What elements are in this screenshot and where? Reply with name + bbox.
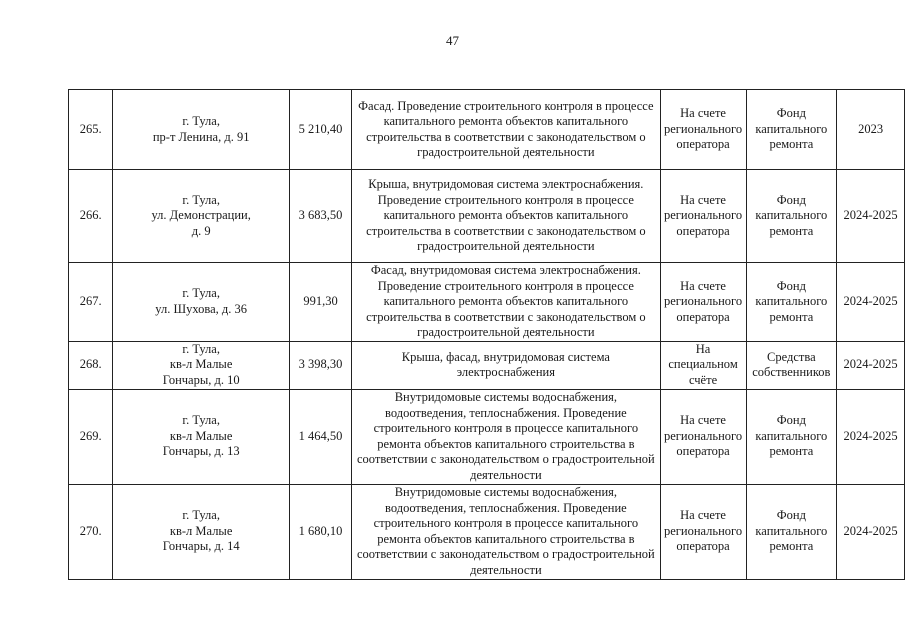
row-number: 267. xyxy=(69,263,113,342)
table-row xyxy=(69,170,905,263)
fund-line: капитального xyxy=(755,294,828,308)
address-line: д. 9 xyxy=(191,223,211,238)
years-cell: 2024-2025 xyxy=(837,170,905,263)
account-line: На счете xyxy=(680,508,726,523)
address-line: г. Тула, xyxy=(182,192,220,207)
row-number: 268. xyxy=(69,341,113,389)
address-cell xyxy=(113,170,290,263)
row-number: 266. xyxy=(69,170,113,263)
fund-line: Фонд xyxy=(776,192,806,207)
fund-line: Фонд xyxy=(776,278,806,293)
fund-line: ремонта xyxy=(769,309,814,324)
area-cell: 991,30 xyxy=(289,263,351,342)
account-line: На счете xyxy=(680,106,726,121)
funding-source-cell xyxy=(746,263,837,342)
account-line: На xyxy=(695,341,711,356)
fund-line: собственников xyxy=(752,365,831,379)
years-cell: 2024-2025 xyxy=(837,389,905,484)
work-description-cell: Крыша, фасад, внутридомовая система электроснабжения xyxy=(352,341,661,389)
area-cell: 1 464,50 xyxy=(289,389,351,484)
fund-line: ремонта xyxy=(769,444,814,459)
area-cell: 1 680,10 xyxy=(289,484,351,579)
fund-line: ремонта xyxy=(769,223,814,238)
repair-schedule-table xyxy=(68,89,905,580)
account-cell xyxy=(660,170,746,263)
fund-line: ремонта xyxy=(769,539,814,554)
funding-source-cell xyxy=(746,170,837,263)
account-line: На счете xyxy=(680,278,726,293)
work-description-cell: Фасад. Проведение строительного контроля в процессе капитального ремонта объектов капитального строительства в соответствии с законодательством о градостроительной деятельности xyxy=(352,90,661,170)
address-line: г. Тула, xyxy=(182,413,220,428)
table-row xyxy=(69,484,905,579)
address-line: кв-л Малые xyxy=(169,523,233,538)
account-line: оператора xyxy=(676,444,730,459)
account-line: На счете xyxy=(680,192,726,207)
fund-line: Фонд xyxy=(776,413,806,428)
address-line: г. Тула, xyxy=(182,341,220,356)
funding-source-cell xyxy=(746,484,837,579)
area-cell: 5 210,40 xyxy=(289,90,351,170)
address-line: кв-л Малые xyxy=(169,357,233,372)
years-cell: 2024-2025 xyxy=(837,484,905,579)
funding-source-cell xyxy=(746,389,837,484)
table-row xyxy=(69,389,905,484)
account-cell xyxy=(660,484,746,579)
fund-line: капитального xyxy=(755,428,828,443)
row-number: 269. xyxy=(69,389,113,484)
fund-line: капитального xyxy=(755,523,828,538)
fund-line: Средства xyxy=(767,349,816,364)
address-line: г. Тула, xyxy=(182,286,220,301)
account-cell xyxy=(660,90,746,170)
work-description-cell: Крыша, внутридомовая система электроснабжения. Проведение строительного контроля в процессе капитального ремонта объектов капитального строительства в соответствии с законодательством о градостроительной деятельности xyxy=(352,170,661,263)
years-cell: 2024-2025 xyxy=(837,263,905,342)
address-cell xyxy=(113,484,290,579)
fund-line: капитального xyxy=(755,121,828,136)
table-row xyxy=(69,90,905,170)
account-line: регионального xyxy=(663,294,743,308)
address-cell xyxy=(113,341,290,389)
years-cell: 2024-2025 xyxy=(837,341,905,389)
fund-line: ремонта xyxy=(769,137,814,152)
address-cell xyxy=(113,263,290,342)
page-number: 47 xyxy=(446,33,459,48)
account-line: счёте xyxy=(688,372,718,387)
account-line: регионального xyxy=(663,121,743,136)
address-line: Гончары, д. 13 xyxy=(162,444,240,459)
table-row xyxy=(69,263,905,342)
account-line: оператора xyxy=(676,137,730,152)
work-description-cell: Внутридомовые системы водоснабжения, водоотведения, теплоснабжения. Проведение строительного контроля в процессе капитального ремонта объектов капитального строительства в соответствии с законодательством о градостроительной деятельности xyxy=(352,389,661,484)
funding-source-cell xyxy=(746,341,837,389)
address-cell xyxy=(113,90,290,170)
account-cell xyxy=(660,263,746,342)
account-cell xyxy=(660,389,746,484)
address-line: ул. Демонстрации, xyxy=(151,208,251,223)
address-line: г. Тула, xyxy=(182,114,220,128)
work-description-cell: Внутридомовые системы водоснабжения, водоотведения, теплоснабжения. Проведение строительного контроля в процессе капитального ремонта объектов капитального строительства в соответствии с законодательством о градостроительной деятельности xyxy=(352,484,661,579)
funding-source-cell xyxy=(746,90,837,170)
address-line: ул. Шухова, д. 36 xyxy=(155,301,248,316)
row-number: 265. xyxy=(69,90,113,170)
address-line: г. Тула, xyxy=(182,508,220,523)
account-line: На счете xyxy=(680,413,726,428)
account-line: оператора xyxy=(676,539,730,554)
area-cell: 3 683,50 xyxy=(289,170,351,263)
area-cell: 3 398,30 xyxy=(289,341,351,389)
row-number: 270. xyxy=(69,484,113,579)
table-row xyxy=(69,341,905,389)
address-line: Гончары, д. 14 xyxy=(162,539,240,554)
fund-line: Фонд xyxy=(776,106,806,121)
account-line: регионального xyxy=(663,523,743,538)
address-cell xyxy=(113,389,290,484)
fund-line: Фонд xyxy=(776,508,806,523)
account-line: оператора xyxy=(676,223,730,238)
account-line: регионального xyxy=(663,208,743,223)
account-line: оператора xyxy=(676,309,730,324)
account-line: специальном xyxy=(668,357,738,372)
address-line: Гончары, д. 10 xyxy=(162,372,240,387)
years-cell: 2023 xyxy=(837,90,905,170)
account-cell xyxy=(660,341,746,389)
address-line: пр-т Ленина, д. 91 xyxy=(152,129,250,144)
account-line: регионального xyxy=(663,428,743,443)
address-line: кв-л Малые xyxy=(169,428,233,443)
fund-line: капитального xyxy=(755,208,828,223)
work-description-cell: Фасад, внутридомовая система электроснабжения. Проведение строительного контроля в процессе капитального ремонта объектов капитального строительства в соответствии с законодательством о градостроительной деятельности xyxy=(352,263,661,342)
